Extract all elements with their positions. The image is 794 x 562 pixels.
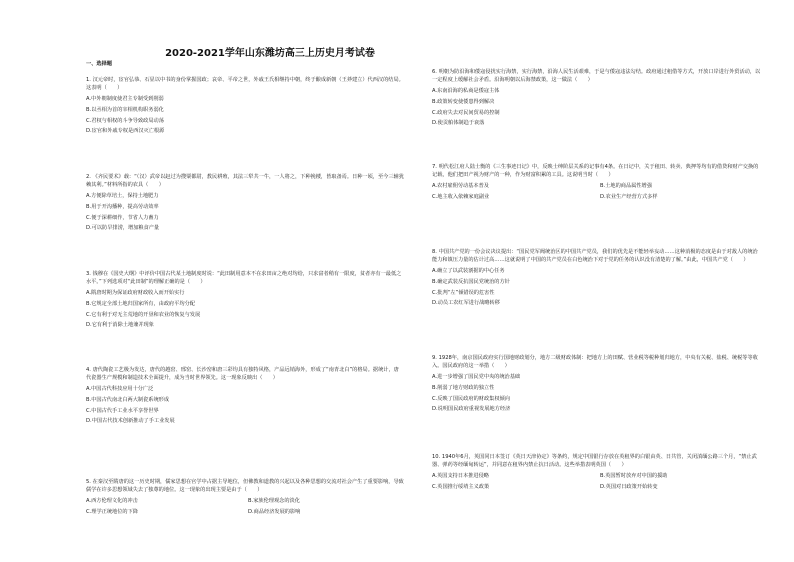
option-a: A.东南沿海的私商是倭寇主体 <box>432 88 500 95</box>
question-6 <box>432 68 762 129</box>
question-stem: 3. 钱穆在《国史大纲》中评价中国古代某土地制度时说：“此田制用意本不在求田亩之绝对均给，只求富者稍有一限度，贫者亦有一最低之水平。”下列选项对“此田制”的理解正确的是（ ） <box>86 271 402 286</box>
option-c: C.地主收入依赖家庭副业 <box>432 193 490 200</box>
option-a: A.英国支持日本推进侵略 <box>432 473 489 480</box>
question-stem: 2. 《齐民要术》载：“（汉）武帝以赵过为搜粟都尉，教民耕殖，其法三犁共一牛，一人将之，下种挽耧，皆取备焉。日种一顷，至今三辅犹赖其利。”材料所指的农具（ ） <box>86 174 404 189</box>
option-d: D.农业生产经营方式多样 <box>600 193 658 200</box>
option-d: D.可以防旱排涝，增加粮食产量 <box>86 225 160 232</box>
question-7 <box>432 163 762 203</box>
option-d: D.中国古代技术创新推动了手工业发展 <box>86 418 175 425</box>
option-d: D.使贡舶体制趋于衰落 <box>432 120 485 127</box>
question-3 <box>86 270 404 331</box>
option-b: B.确定武装反抗国民党统治的方针 <box>432 278 510 285</box>
option-d: D.它有利于消除土地兼并现象 <box>86 322 154 329</box>
option-b: B.土地的商品属性增强 <box>600 183 652 190</box>
option-b: B.它规定全部土地归国家所有，由政府平均分配 <box>86 300 195 307</box>
option-b: B.用于开沟播种，提高劳动效率 <box>86 203 159 210</box>
option-a: A.中国古代科技应用十分广泛 <box>86 386 154 393</box>
option-d: D.商品经济发展的影响 <box>248 508 301 515</box>
option-a: A.西方伦理文化的冲击 <box>86 498 138 505</box>
question-stem: 8. 中国共产党的一份会议决议提出：“国民党军阀统治区的中国共产党员，我们的优先是不能轻举妄动……这种消极的态度是由于对敌人的统治能力和镇压力量的估计过高……这就说明了中国的共产党员在白色统治下对于党的任务的认识没有清楚的了解。”由此，中国共产党（ ） <box>432 249 758 264</box>
option-b: B.家族伦理观念的淡化 <box>248 498 300 505</box>
question-stem: 5. 在秦汉至隋唐的这一历史时期，儒家思想在官学中占据主导地位，但佛教和道教的兴起以及各种思想的交流对社会产生了重要影响，导致儒学在许多思想领域失去了独尊的地位。这一现象的出现主要是由于（ ） <box>86 479 404 494</box>
question-1 <box>86 76 404 137</box>
page-title: 2020-2021学年山东潍坊高三上历史月考试卷 <box>165 48 375 59</box>
question-10 <box>432 453 762 493</box>
options-grid <box>432 181 762 202</box>
question-stem: 4. 唐代陶瓷工艺极为发达，唐代的越窑、邢窑、长沙窑和唐三彩均具有独特风格，产品远销海外，形成了“南青北白”的格局。据统计，唐代瓷器生产规模和制造技术全面提升，成为当时世界领先。这一现象反映出（ ） <box>86 367 399 382</box>
question-5 <box>86 478 404 518</box>
option-a: A.隋唐时期为保证政府财政收入而开始实行 <box>86 290 185 297</box>
option-c: C.英国推行绥靖主义政策 <box>432 483 490 490</box>
question-stem: 6. 明朝为防沿海和倭寇侵扰实行海禁，实行海禁，沿海人民生活艰难，于是与倭寇违法勾结。政府通过租借等方式，开放口岸进行外贸活动，以一定程度上缓解社会矛盾。沿海明朝以后海禁政策，这一做法（ ） <box>432 69 761 84</box>
option-a: A.确立了以武装割据的中心任务 <box>432 268 505 275</box>
options-grid <box>86 496 404 517</box>
question-stem: 1. 汉元帝时，宦官弘恭、石显以中书的身份掌握国政；哀帝、平帝之世，外戚王氏相继持中朝，终于酿成新朝（王莽建立）代西汉的结局。这表明（ ） <box>86 77 404 92</box>
question-stem: 7. 明代松江府人陆士衡的《三生事迹日记》中，反映士绅阶层关系的记事有4条。在日记中，关于租田、转卖、典押等均有的借贷和财产交换的记载，他们把田产视为财产的一种，作为财富积累的工具。这说明当时（ ） <box>432 164 759 179</box>
option-b: B.以丞相为首的宰相机构职务弱化 <box>86 106 164 113</box>
option-c: C.批判“左”倾错误的危害性 <box>432 289 495 296</box>
option-c: C.便于深耕细作，节省人力畜力 <box>86 214 159 221</box>
section-heading: 一、选择题 <box>86 61 112 67</box>
option-b: B.政策转变使倭患得到解决 <box>432 98 495 105</box>
question-9 <box>432 354 762 415</box>
option-d: D.动员工农红军进行战略转移 <box>432 300 500 307</box>
option-a: A.方便除草培土，保持土地肥力 <box>86 193 159 200</box>
option-a: A.进一步增强了国民党中央的统治基础 <box>432 374 521 381</box>
question-stem: 9. 1928年，南京国民政府实行国地财政划分，地方二级财政体制：把地方上的田赋、营业税等税种划归地方，中央有关税、盐税、统税等等收入。国民政府的这一举措（ ） <box>432 355 758 370</box>
option-d: D.英国对日政策开始转变 <box>600 483 658 490</box>
option-b: B.削弱了地方财政的独立性 <box>432 384 495 391</box>
option-a: A.中外朝制度使君主专制受到削弱 <box>86 96 164 103</box>
option-c: C.它有利于对无主荒地的开垦和农业的恢复与发展 <box>86 311 201 318</box>
option-c: C.中国古代手工业水平享誉世界 <box>86 407 159 414</box>
question-8 <box>432 248 762 309</box>
options-grid <box>432 471 762 492</box>
option-d: D.说明国民政府重视发展地方经济 <box>432 406 511 413</box>
option-c: C.理学正统地位的下降 <box>86 508 138 515</box>
option-b: B.中国古代南北白两大制瓷系统形成 <box>86 396 170 403</box>
option-c: C.反映了国民政府的财政集权倾向 <box>432 395 510 402</box>
option-c: C.君权与相权的斗争导致政局动荡 <box>86 117 164 124</box>
option-a: A.农村雇佣劳动基本普及 <box>432 183 489 190</box>
option-b: B.英国暂时放弃对中国的援助 <box>600 473 668 480</box>
question-2 <box>86 173 404 234</box>
option-c: C.政府失去对民间贸易的控制 <box>432 109 500 116</box>
question-4 <box>86 366 404 427</box>
question-stem: 10. 1940年6月，英国同日本签订《英日天津协定》等条约，规定中国银行存放在英租界的白银由英、日共管，关闭滇缅公路三个月，“禁止武器、弹药等经缅甸转运”，并同意在租界内禁止抗日活动。这些举措表明英国（ ） <box>432 454 757 469</box>
option-d: D.宦官和外戚专权是西汉灭亡根源 <box>86 128 165 135</box>
